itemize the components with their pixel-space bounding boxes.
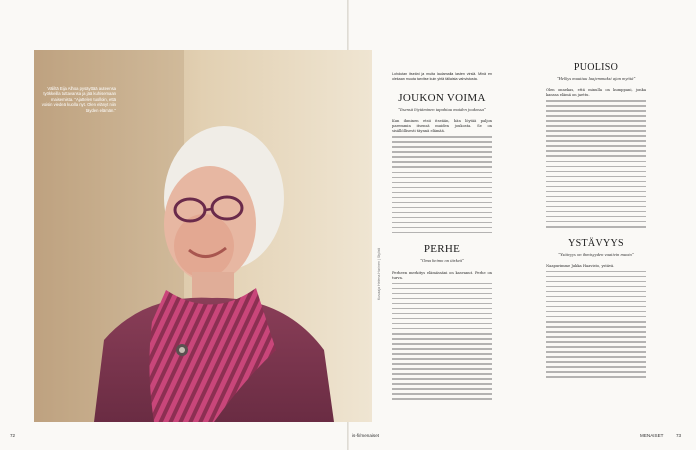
heading-joukon-voima: JOUKON VOIMA [398, 92, 486, 105]
body-ystavyys-lead: Naapurimme Jukka Haavisto, ystävä. [546, 263, 615, 268]
intro-paragraph: Lohdutan itseäni ja muita laulamalla lasten virsiä. Minä en olekaan muuta tarvitse kuin yhtä tällaista vahvistusta. [392, 72, 492, 82]
subheading-joukon-voima: "Itsensä löytäminen tapahtuu muiden joukossa" [398, 107, 486, 113]
photo-caption: Väliltä Eija Alhoa pysäyttää auteensa työkkeilla tuttavansa ja jää kuhisemaan maisemista. "Ajattelen tuolloin, että voisin viedeä kuolla nyt. Olen elänyt niin täyden elämän." [41, 86, 116, 113]
body-perhe-lead: Perheen merkitys elämässäni on kasvanut. Perhe on turva. [392, 270, 492, 280]
page-number-left: 72 [10, 433, 16, 438]
text-column-2 [546, 52, 646, 381]
body-text-lines [546, 100, 646, 227]
page-number-right: 73 [676, 433, 682, 438]
body-puoliso-lead: Olen onnekas, että minulla on kumppani, jonka kanssa elämä on jaettu. [546, 88, 646, 98]
heading-puoliso: PUOLISO [573, 62, 619, 73]
footer-brand: MENAISET [640, 433, 664, 438]
subheading-perhe: "Oma heimo on tärkeä" [420, 258, 464, 264]
text-column-1 [392, 72, 492, 403]
heading-ystavyys: YSTÄVYYS [568, 237, 624, 249]
footer-site: is-fi/menaiset [352, 433, 380, 438]
body-text-lines [392, 283, 492, 400]
body-text-lines [392, 136, 492, 233]
photo-credit: Kuvaaja Helena Harinen | Stylisti [377, 247, 381, 300]
subheading-ystavyys: "Ystävyys on ihmisyyden vaativin muoto" [558, 251, 634, 257]
heading-perhe: PERHE [423, 243, 461, 256]
body-joukon-voima-lead: Kun ihminen etsii itseään, hän löytää paljon paremmin itsensä muiden joukosta. Se on sisällöllisesti täynnä elämää. [392, 119, 492, 134]
subheading-puoliso: "Helkys muuttuu laajemmaksi ajan myötä" [556, 76, 636, 81]
body-text-lines [546, 271, 646, 378]
